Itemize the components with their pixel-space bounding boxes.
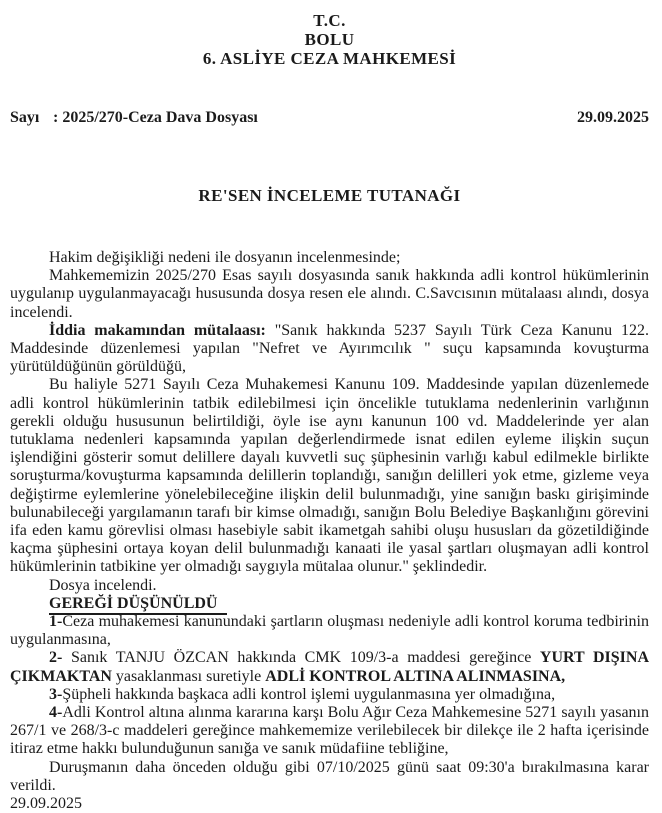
body-text: 29.09.2025 [10,795,82,813]
paragraph-decision-2 [10,649,649,685]
paragraph-intro [10,249,649,267]
emphasis-text: YURT DIŞINA ÇIKMAKTAN [10,649,650,685]
document-date: 29.09.2025 [577,109,649,126]
decision-date [10,795,649,813]
case-number-separator: : [53,109,63,126]
body-text: Şüpheli hakkında başkaca adli kontrol işlemi uygulanmasına yer olmadığına, [62,685,556,703]
paragraph-prosecutor-opinion [10,322,649,377]
body-text: Mahkememizin 2025/270 Esas sayılı dosyasında sanık hakkında adli kontrol hükümlerinin uygulanıp uygulanmayacağı hususunda dosya resen ele alındı. C.Savcısının mütalaası alındı, dosya incelendi. [10,267,649,321]
emphasis-text: 4- [49,704,63,722]
paragraph-case-review [10,267,649,322]
header-republic: T.C. [313,11,346,30]
body-text: Duruşmanın daha önceden olduğu gibi 07/10/2025 günü saat 09:30'a bırakılmasına karar verildi. [10,758,649,794]
emphasis-text: 3- [49,685,63,703]
paragraph-decision-1 [10,613,649,649]
body-text: Sanık TANJU ÖZCAN hakkında CMK 109/3-a maddesi gereğince [70,649,540,667]
emphasis-text: 1- [49,613,63,631]
body-text: Hakim değişikliği nedeni ile dosyanın incelenmesinde; [49,249,401,266]
body-text: yasaklanması suretiyle [111,667,266,685]
court-header [10,11,649,68]
header-court-name: 6. ASLİYE CEZA MAHKEMESİ [202,49,457,68]
section-heading-geregi-dusunuldu [10,595,649,613]
case-number-row [10,108,649,127]
paragraph-legal-assessment [10,376,649,576]
body-text: Bu haliyle 5271 Sayılı Ceza Muhakemesi Kanunu 109. Maddesinde yapılan düzenlemede adli kontrol hükümlerinin tatbik edilebilmesi için öncelikle tutuklama nedenlerinin varlığının gerekli olduğu hususunun belirtildiği, öyle ise aynı kanunun 100 vd. Maddelerinde yer alan tutuklama nedenleri kapsamında yapılan değerlendirmede isnat edilen eyleme ilişkin suçun işlendiğini gösterir somut delillere dayalı kuvvetli suç şüphesinin varlığı kabul edilmekle birlikte soruşturma/kovuşturma kapsamında delillerin toplandığı, sanığın delilleri yok etme, gizleme veya değiştirme eylemlerine yönelebileceğine ilişkin delil bulunmadığı, yine sanığın baskı girişiminde bulunabileceği yargılamanın tarafı bir kimse olmadığı, sanığın Bolu Belediye Başkanlığını görevini ifa eden kamu görevlisi olması hasebiyle sabit ikametgah sahibi oluşu hususları da gözetildiğinde kaçma şüphesini ortaya koyan delil bulunmadığı kanaati ile yasal şartları oluşmayan adli kontrol hükümlerinin tatbikine yer olmadığı saygıyla mütalaa olunur." şeklindedir. [10,376,649,576]
case-number-label: Sayı [10,109,40,126]
paragraph-hearing-date [10,759,649,795]
body-text: Ceza muhakemesi kanunundaki şartların oluşması nedeniyle adli kontrol koruma tedbirinin uygulanmasına, [10,613,649,649]
emphasis-text: İddia makamından mütalaası: [49,321,275,339]
paragraph-decision-4 [10,704,649,759]
case-number-value: 2025/270-Ceza Dava Dosyası [62,109,258,126]
paragraph-file-examined [10,577,649,595]
body-text: "Sanık hakkında 5237 Sayılı Türk Ceza Kanunu 122. Maddesinde düzenlemesi yapılan "Nefret ve Ayırımcılık " suçu kapsamında kovuşturma yürütüldüğünün görüldüğü, [10,321,650,376]
paragraph-decision-3 [10,686,649,704]
case-number [10,108,258,127]
emphasis-text: GEREĞİ DÜŞÜNÜLDÜ [49,595,227,615]
document-title: RE'SEN İNCELEME TUTANAĞI [198,186,461,205]
document-body [10,249,649,813]
emphasis-text: 2- [49,649,71,667]
body-text: Dosya incelendi. [49,576,157,594]
body-text: Adli Kontrol altına alınma kararına karşı Bolu Ağır Ceza Mahkemesine 5271 sayılı yasanın 267/1 ve 268/3-c maddeleri gereğince mahkememize verilebilecek bir dilekçe ile 2 hafta içerisinde itiraz etme hakkı bulunduğunun sanığa ve sanık müdafiine tebliğine, [10,704,649,758]
emphasis-text: ADLİ KONTROL ALTINA ALINMASINA, [265,667,566,685]
header-city: BOLU [304,30,355,49]
